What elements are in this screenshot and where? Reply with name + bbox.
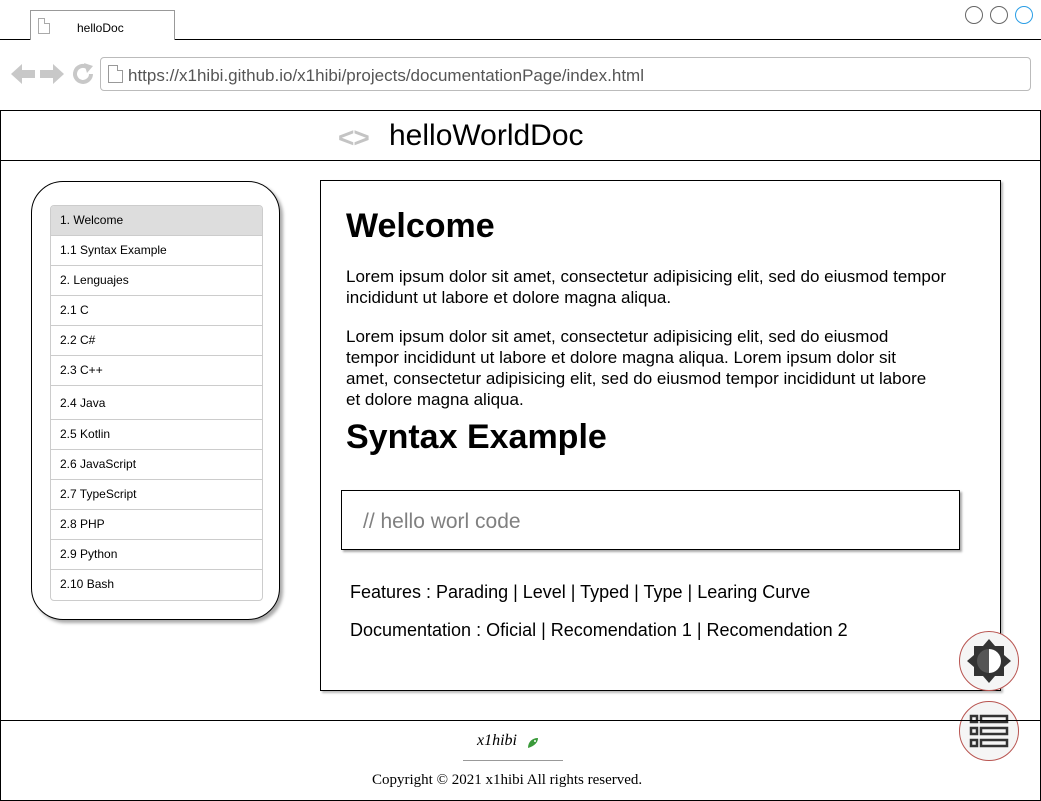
sidebar-item-welcome[interactable]: 1. Welcome (51, 206, 262, 236)
list-menu-icon (969, 713, 1009, 749)
heading-syntax-example: Syntax Example (346, 418, 607, 456)
back-button[interactable] (10, 61, 36, 87)
sidebar-item-php[interactable]: 2.8 PHP (51, 510, 262, 540)
footer-brand[interactable]: x1hibi (477, 732, 517, 749)
sidebar-item-c[interactable]: 2.1 C (51, 296, 262, 326)
footer-divider (0, 720, 1041, 721)
page-icon (38, 18, 50, 34)
arrow-right-icon (39, 62, 65, 86)
reload-button[interactable] (70, 61, 96, 87)
code-block (341, 490, 960, 550)
minimize-button[interactable] (965, 6, 983, 24)
sidebar-item-bash[interactable]: 2.10 Bash (60, 577, 115, 591)
sidebar-nav (50, 205, 263, 601)
documentation-line: Documentation : Oficial | Recomendation 1 | Recomendation 2 (350, 620, 848, 640)
paragraph-body: Lorem ipsum dolor sit amet, consectetur adipisicing elit, sed do eiusmod tempor incididunt ut labore et dolore magna aliqua. Lorem ipsum dolor sit amet, consectetur adipisicing elit, sed do eiusmod tempor incididunt ut labore et dolore magna aliqua. (346, 327, 927, 409)
features-line: Features : Parading | Level | Typed | Type | Learing Curve (350, 582, 811, 602)
maximize-button[interactable] (990, 6, 1008, 24)
code-logo-icon: <> (338, 122, 369, 153)
code-text: // hello worl code (363, 510, 521, 533)
theme-toggle-button[interactable] (959, 631, 1019, 691)
paragraph-intro: Lorem ipsum dolor sit amet, consectetur adipisicing elit, sed do eiusmod tempor incididunt ut labore et dolore magna aliqua. (346, 267, 947, 307)
sidebar-item-csharp[interactable]: 2.2 C# (51, 326, 262, 356)
sidebar-item-javascript[interactable]: 2.6 JavaScript (51, 450, 262, 480)
reload-icon (71, 62, 95, 86)
url-text: https://x1hibi.github.io/x1hibi/projects/documentationPage/index.html (128, 66, 644, 85)
sidebar-item-java[interactable]: 2.4 Java (51, 386, 262, 420)
sidebar-item-syntax-example[interactable]: 1.1 Syntax Example (51, 236, 262, 266)
theme-toggle-icon (965, 637, 1013, 685)
forward-button[interactable] (39, 61, 65, 87)
site-header (0, 110, 1041, 161)
browser-chrome (0, 0, 1041, 111)
arrow-left-icon (10, 62, 36, 86)
tab-title: helloDoc (77, 21, 124, 35)
sidebar-item-typescript[interactable]: 2.7 TypeScript (51, 480, 262, 510)
page-icon (108, 65, 123, 83)
sidebar-item-cpp[interactable]: 2.3 C++ (51, 356, 262, 386)
footer-copyright: Copyright © 2021 x1hibi All rights reserved. (372, 772, 643, 788)
site-title[interactable]: helloWorldDoc (389, 119, 584, 152)
close-button[interactable] (1015, 6, 1033, 24)
heading-welcome: Welcome (346, 207, 495, 245)
sidebar-item-kotlin[interactable]: 2.5 Kotlin (51, 420, 262, 450)
address-bar[interactable] (100, 57, 1031, 91)
sidebar-item-python[interactable]: 2.9 Python (51, 540, 262, 570)
dragon-logo-icon (526, 736, 540, 750)
footer-rule (463, 760, 563, 761)
sidebar-item-lenguajes[interactable]: 2. Lenguajes (51, 266, 262, 296)
list-menu-button[interactable] (959, 701, 1019, 761)
browser-tab[interactable] (30, 10, 175, 40)
